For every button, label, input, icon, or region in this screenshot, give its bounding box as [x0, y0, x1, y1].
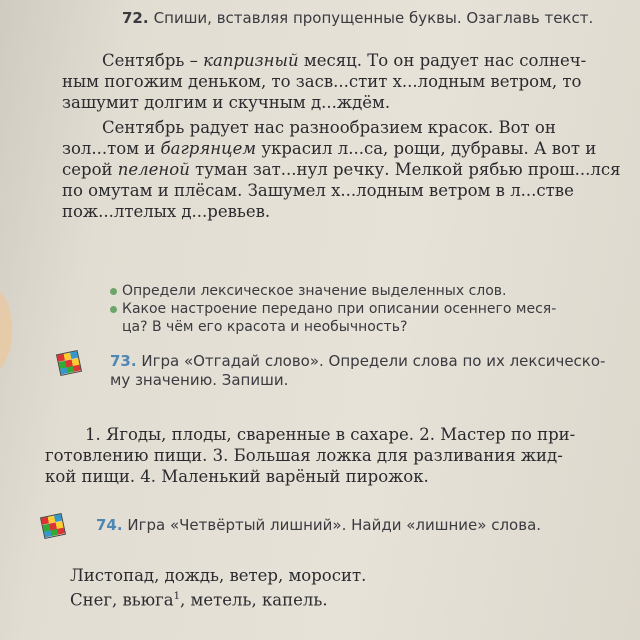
exercise-task: Игра «Четвёртый лишний». Найди «лишние» слова.: [127, 516, 542, 534]
text-line: Сентябрь – капризный месяц. То он радует нас солнеч-: [102, 51, 587, 70]
exercise-number: 72.: [122, 9, 149, 27]
puzzle-cube-icon: [40, 513, 66, 539]
puzzle-cube-icon: [56, 350, 82, 376]
question-2-cont: ца? В чём его красота и необычность?: [122, 319, 408, 335]
exercise-72-heading: [122, 8, 593, 28]
text-segment: , метель, капель.: [180, 590, 328, 610]
text-line: готовлению пищи. 3. Большая ложка для разливания жид-: [45, 446, 563, 465]
text-segment: Снег, вьюга: [70, 590, 174, 610]
exercise-73-text: [45, 424, 635, 487]
text-line: [70, 586, 630, 611]
exercise-number: 74.: [96, 516, 123, 534]
bullet-icon: [110, 288, 117, 295]
exercise-74-text: [70, 565, 630, 611]
footnote-mark: 1: [173, 591, 181, 602]
bullet-icon: [110, 306, 117, 313]
text-line: зол...том и багрянцем украсил л...са, рощи, дубравы. А вот и: [62, 139, 597, 158]
question-1: Определи лексическое значение выделенных слов.: [122, 283, 507, 299]
text-line: Сентябрь радует нас разнообразием красок. Вот он: [102, 118, 556, 137]
exercise-task-cont: му значению. Запиши.: [110, 371, 289, 389]
text-line: серой пеленой туман зат...нул речку. Мелкой рябью прош...лся: [62, 160, 621, 179]
thumb: [0, 290, 12, 370]
text-line: пож...лтелых д...ревьев.: [62, 202, 271, 221]
exercise-74-heading: [96, 516, 541, 535]
text-line: 1. Ягоды, плоды, сваренные в сахаре. 2. Мастер по при-: [85, 425, 576, 444]
exercise-number: 73.: [110, 352, 137, 370]
text-line: Листопад, дождь, ветер, моросит.: [70, 566, 367, 585]
text-line: по омутам и плёсам. Зашумел х...лодным ветром в л...стве: [62, 181, 574, 200]
question-2: Какое настроение передано при описании осеннего меся-: [122, 301, 557, 317]
text-line: зашумит долгим и скучным д...ждём.: [62, 93, 391, 112]
exercise-72-text: [62, 50, 637, 222]
exercise-task: Спиши, вставляя пропущенные буквы. Озаглавь текст.: [153, 9, 594, 27]
exercise-73-heading: [110, 352, 605, 390]
text-line: ным погожим деньком, то засв...стит х...лодным ветром, то: [62, 72, 582, 91]
exercise-task: Игра «Отгадай слово». Определи слова по их лексическо-: [141, 352, 606, 370]
text-line: кой пищи. 4. Маленький варёный пирожок.: [45, 467, 429, 486]
exercise-72-questions: [110, 282, 635, 336]
